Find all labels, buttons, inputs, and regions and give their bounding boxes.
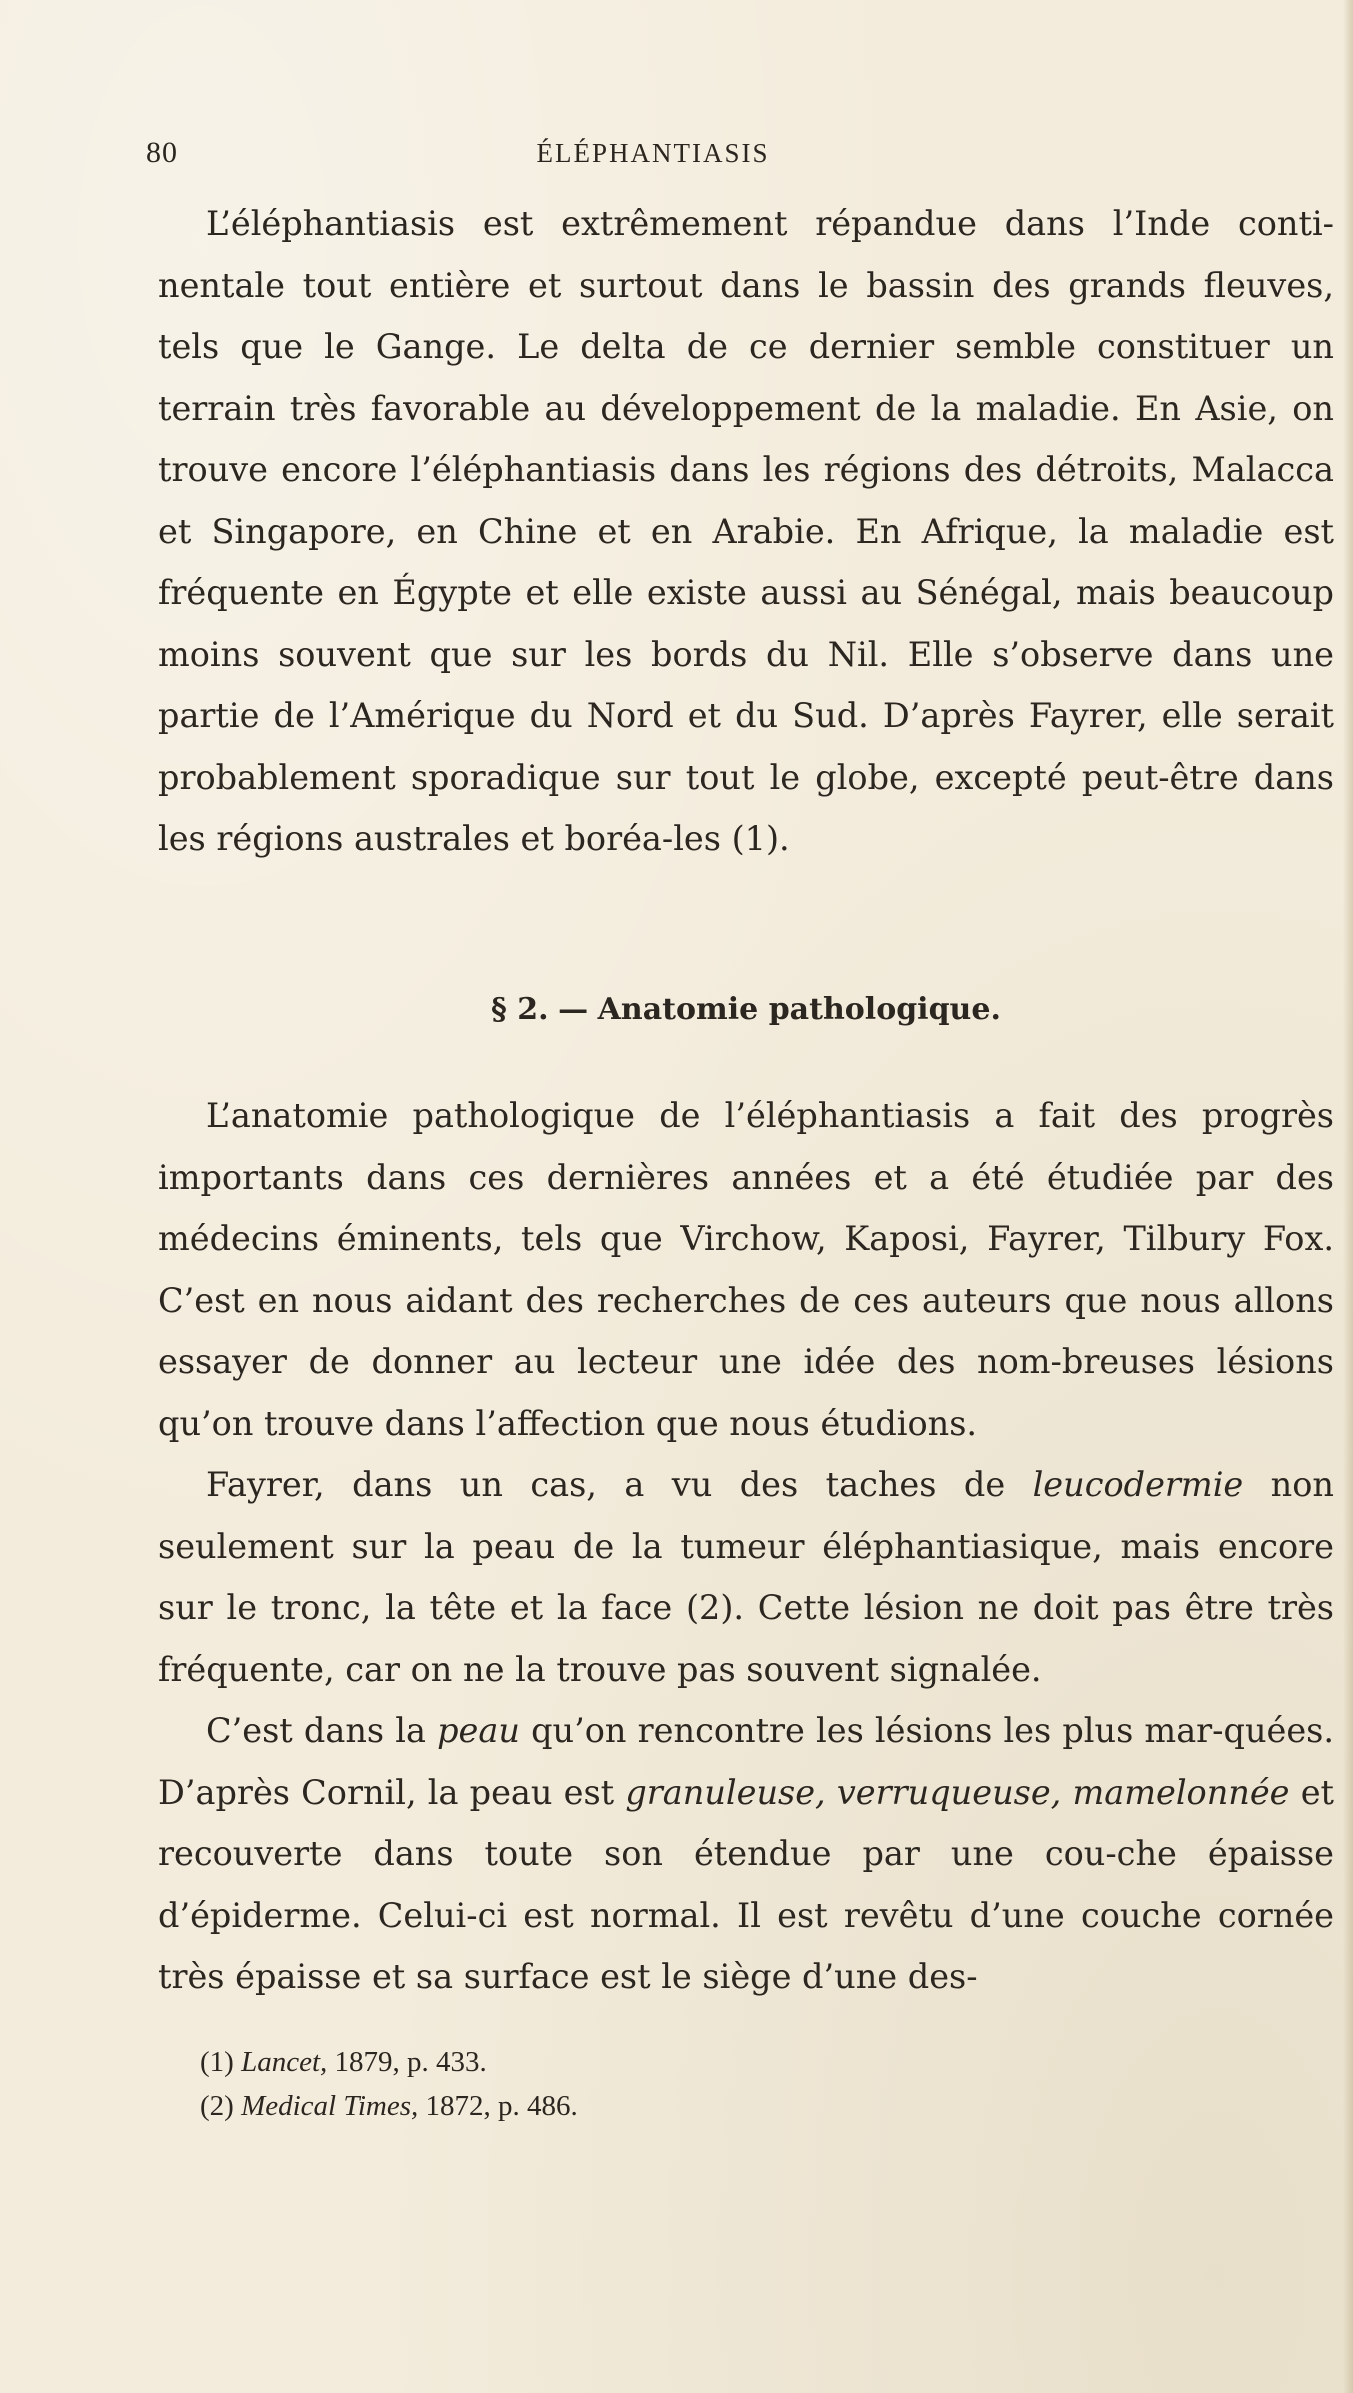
footnote-reference: 1872, p. 486.	[425, 2090, 578, 2122]
section-number: § 2.	[491, 992, 549, 1027]
page-header	[146, 133, 1332, 173]
paragraph-anatomy-intro: L’anatomie pathologique de l’éléphantiasis a fait des progrès importants dans ces dernières années et a été étudiée par des médecins éminents, tels que Virchow, Kaposi, Fayrer, Tilbury Fox. C’est en nous aidant des recherches de ces auteurs que nous allons essayer de donner au lecteur une idée des nom-breuses lésions qu’on trouve dans l’affection que nous étudions.	[158, 1096, 1334, 1443]
italic-term: granuleuse, verruqueuse, mamelonnée	[625, 1772, 1290, 1812]
section-dash: —	[558, 992, 589, 1027]
text-run: Fayrer, dans un cas, a vu des taches de	[206, 1465, 1033, 1504]
text-run: C’est dans la	[206, 1711, 438, 1750]
footnote-reference: 1879, p. 433.	[334, 2046, 487, 2078]
section-heading	[158, 985, 1334, 1035]
text-run: non seulement sur la peau de la tumeur éléphantiasique, mais encore sur le tronc, la tête et la face (2). Cette lésion ne doit pas être très fréquente, car on ne la trouve pas souvent signalée.	[158, 1465, 1334, 1689]
footnote-number: (2)	[200, 2090, 234, 2122]
paragraph-leucodermie	[158, 1454, 1334, 1700]
paragraph-distribution: L’éléphantiasis est extrêmement répandue dans l’Inde conti-nentale tout entière et surtout dans le bassin des grands fleuves, tels que le Gange. Le delta de ce dernier semble constituer un terrain très favorable au développement de la maladie. En Asie, on trouve encore l’éléphantiasis dans les régions des détroits, Malacca et Singapore, en Chine et en Arabie. En Afrique, la maladie est fréquente en Égypte et elle existe aussi au Sénégal, mais beaucoup moins souvent que sur les bords du Nil. Elle s’observe dans une partie de l’Amérique du Nord et du Sud. D’après Fayrer, elle serait probablement sporadique sur tout le globe, excepté peut-être dans les régions australes et boréa-les (1).	[158, 204, 1334, 858]
footnotes	[200, 2040, 1100, 2128]
running-title: ÉLÉPHANTIASIS	[536, 138, 770, 168]
page-number: 80	[146, 136, 178, 169]
paragraph-peau	[158, 1700, 1334, 2008]
text-run: et recouverte dans toute son étendue par une cou-che épaisse d’épiderme. Celui-ci est normal. Il est revêtu d’une couche cornée très épaisse et sa surface est le siège d’une des-	[158, 1772, 1334, 1996]
text-run: qu’on rencontre les lésions les plus mar-quées. D’après Cornil, la peau est	[158, 1711, 1335, 1812]
footnote	[200, 2084, 1100, 2128]
italic-term: peau	[437, 1711, 520, 1750]
footnote-source: Medical Times,	[241, 2090, 419, 2122]
italic-term: leucodermie	[1032, 1465, 1244, 1504]
footnote	[200, 2040, 1100, 2084]
page-edge-shadow	[1343, 0, 1353, 2393]
body-text-bottom	[158, 1085, 1334, 2008]
section-title: Anatomie pathologique.	[597, 992, 1001, 1027]
footnote-source: Lancet,	[241, 2046, 328, 2078]
body-text-top	[158, 193, 1334, 870]
footnote-number: (1)	[200, 2046, 234, 2078]
